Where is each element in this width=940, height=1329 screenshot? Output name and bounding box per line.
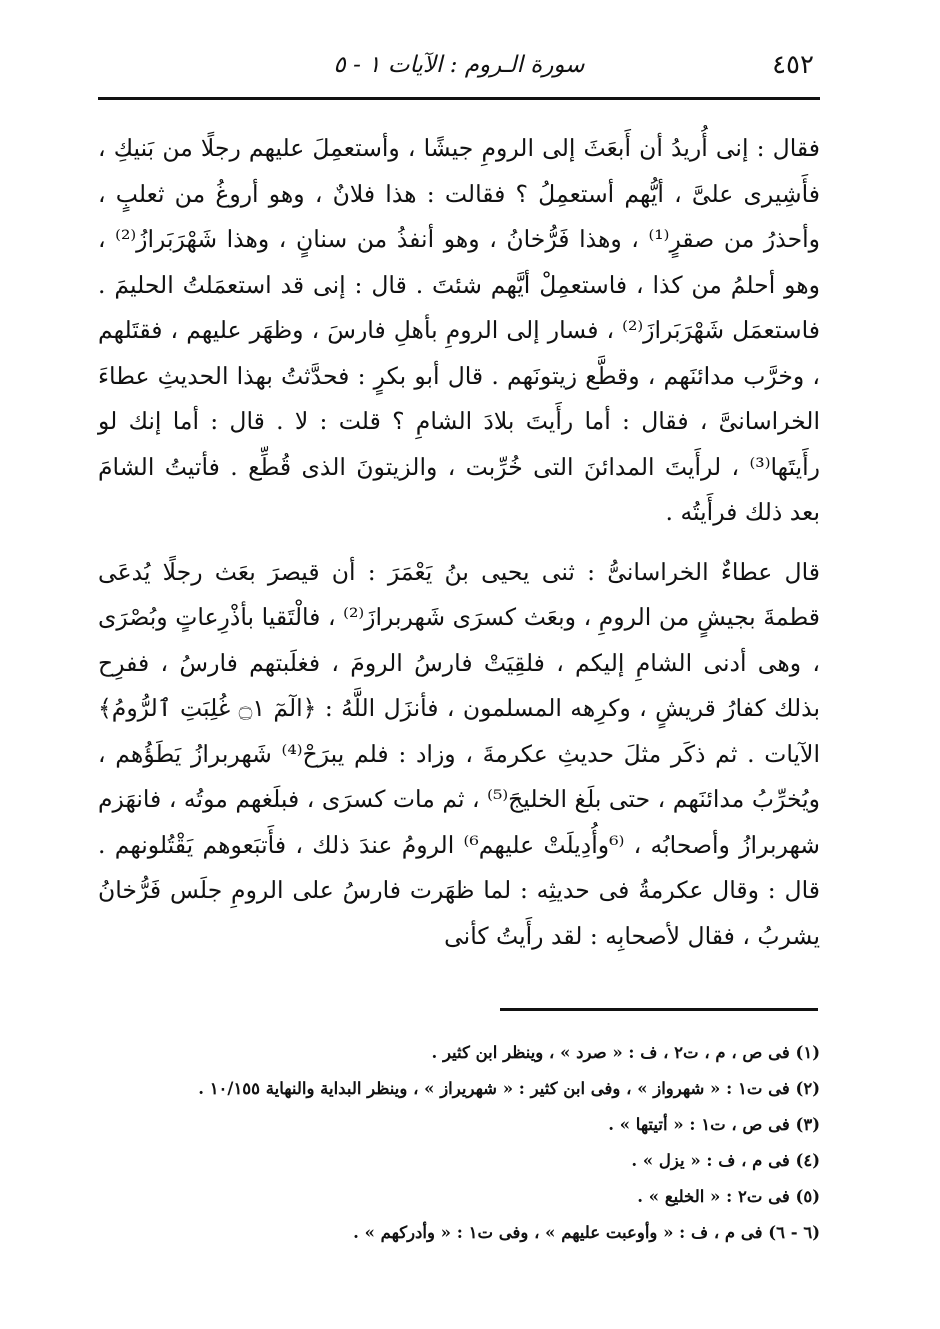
footnote-rule: [500, 1008, 818, 1011]
footnote: (٣) فى ص ، ت١ : « أتيتها » .: [608, 1115, 820, 1134]
paragraph: فقال : إنى أُريدُ أن أَبعَثَ إلى الرومِ جيشًا ، وأستعمِلَ عليهم رجلًا من بَنيكِ ، فأَشِيرى علىَّ ، أيُّهم أستعمِلُ ؟ فقالت : هذا فلانٌ ، وهو أروغُ من ثعلبٍ ، وأحذرُ من صقرٍ⁽¹⁾ ، وهذا فَرُّخانُ ، وهو أنفذُ من سنانٍ ، وهذا شَهْرَبَرازُ⁽²⁾ ، وهو أحلمُ من كذا ، فاستعمِلْ أيَّهم شئتَ . قال : إنى قد استعمَلتُ الحليمَ . فاستعمَل شَهْرَبَرازَ⁽²⁾ ، فسار إلى الرومِ بأهلِ فارسَ ، وظهَر عليهم ، فقتَلهم ، وخرَّب مدائنَهم ، وقطَّع زيتونَهم . قال أبو بكرٍ : فحدَّثتُ بهذا الحديثِ عطاءَ الخراسانىَّ ، فقال : أما رأَيتَ بلادَ الشامِ ؟ قلت : لا . قال : أما إنك لو رأَيتَها⁽³⁾ ، لرأَيتَ المدائنَ التى خُرِّبت ، والزيتونَ الذى قُطِّع . فأتيتُ الشامَ بعد ذلك فرأَيتُه .: [98, 134, 820, 526]
page-number: ٤٥٢: [772, 50, 814, 80]
footnote: (٥) فى ت٢ : « الخليع » .: [637, 1187, 820, 1206]
footnote: (٤) فى م ، ف : « يزل » .: [631, 1151, 820, 1170]
footnote: (٢) فى ت١ : « شهرواز » ، وفى ابن كثير : « شهريراز » ، وينظر البداية والنهاية ١٠/١٥٥ .: [198, 1079, 820, 1098]
header-rule: [98, 97, 820, 100]
page-header: [98, 42, 820, 92]
body-text: [98, 126, 820, 959]
running-head: سورة الـروم : الآيات ١ - ٥: [333, 52, 585, 78]
paragraph: قال عطاءٌ الخراسانىُّ : ثنى يحيى بنُ يَعْمَرَ : أن قيصرَ بعَث رجلًا يُدعَى قطمةَ بجيشٍ من الرومِ ، وبعَث كسرَى شَهربرازَ⁽²⁾ ، فالْتَقيا بأذْرِعاتٍ وبُصْرَى ، وهى أدنى الشامِ إليكم ، فلقِيَتْ فارسُ الرومَ ، فغلَبتهم فارسُ ، ففرِح بذلك كفارُ قريشٍ ، وكرِهه المسلمون ، فأنزَل اللَّهُ : ﴿الٓمٓ ۝١ غُلِبَتِ ٱلرُّومُ﴾ الآيات . ثم ذكَر مثلَ حديثِ عكرمةَ ، وزاد : فلم يبرَحْ⁽⁴⁾ شَهربرازُ يَطَؤُهم ، ويُخرِّبُ مدائنَهم ، حتى بلَغ الخليجَ⁽⁵⁾ ، ثم مات كسرَى ، فبلَغهم موتُه ، فانهَزم شهربرازُ وأصحابُه ، ⁽⁶وأُدِيلَتْ عليهم⁶⁾ الرومُ عندَ ذلك ، فأَتبَعوهم يَقْتُلونهم . قال : وقال عكرمةُ فى حديثِه : لما ظهَرت فارسُ على الرومِ جلَس فَرُّخانُ يشربُ ، فقال لأصحابِه : لقد رأَيتُ كأنى: [98, 557, 821, 950]
footnotes: [98, 1035, 820, 1251]
footnote: (٦ - ٦) فى م ، ف : « وأوعبت عليهم » ، وفى ت١ : « وأدركهم » .: [353, 1223, 820, 1242]
footnote: (١) فى ص ، م ، ت٢ ، ف : « صرد » ، وينظر ابن كثير .: [431, 1043, 820, 1062]
